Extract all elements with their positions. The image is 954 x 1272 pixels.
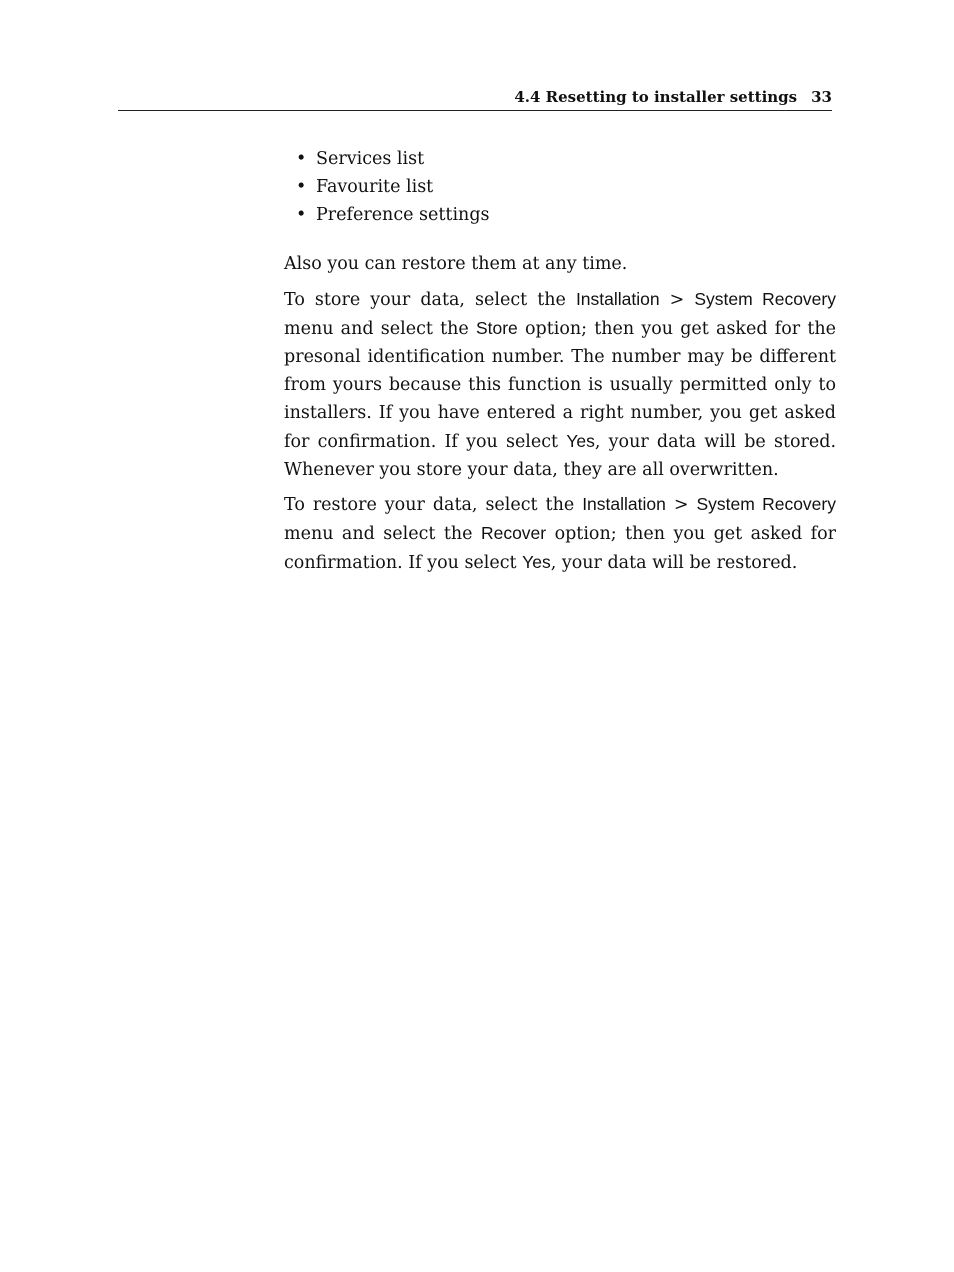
page-number: 33 — [811, 88, 832, 106]
section-title: 4.4 Resetting to installer settings — [514, 88, 798, 106]
bullet-icon: • — [296, 177, 307, 197]
option-name-yes: Yes — [566, 431, 595, 451]
list-item-text: Favourite list — [316, 177, 434, 197]
text-run: menu and select the — [284, 319, 476, 339]
bullet-list — [284, 145, 836, 229]
list-item-text: Services list — [316, 149, 425, 169]
text-run: , your data will be restored. — [550, 553, 798, 573]
option-name-yes: Yes — [522, 552, 551, 572]
paragraph-restore-instructions — [284, 490, 836, 577]
page-body — [284, 145, 836, 583]
list-item — [296, 201, 836, 229]
option-name-store: Store — [475, 318, 518, 338]
menu-separator: > — [659, 290, 695, 310]
menu-name-system-recovery: System Recovery — [696, 494, 836, 514]
list-item — [296, 173, 836, 201]
text-run: To restore your data, select the — [284, 495, 583, 515]
running-header — [118, 86, 832, 111]
menu-name-installation: Installation — [575, 289, 660, 309]
text-run: option; then you get asked for the presonal identification number. The number may be different from yours because this function is usually permitted only to installers. If you have entered a right number, you get asked for confirmation. If you select — [284, 319, 837, 452]
bullet-icon: • — [296, 149, 307, 169]
text-run: To store your data, select the — [284, 290, 576, 310]
list-item — [296, 145, 836, 173]
option-name-recover: Recover — [480, 523, 547, 543]
text-run: option; then you get asked for confirmation. If you select — [284, 524, 837, 573]
bullet-icon: • — [296, 205, 307, 225]
menu-name-system-recovery: System Recovery — [694, 289, 836, 309]
menu-name-installation: Installation — [582, 494, 666, 514]
text-run: , your data will be stored. Whenever you store your data, they are all overwritten. — [284, 432, 837, 480]
list-item-text: Preference settings — [316, 205, 490, 225]
menu-separator: > — [665, 495, 697, 515]
paragraph-restore-note: Also you can restore them at any time. — [284, 254, 628, 274]
paragraph-store-instructions — [284, 285, 836, 484]
text-run: menu and select the — [284, 524, 481, 544]
